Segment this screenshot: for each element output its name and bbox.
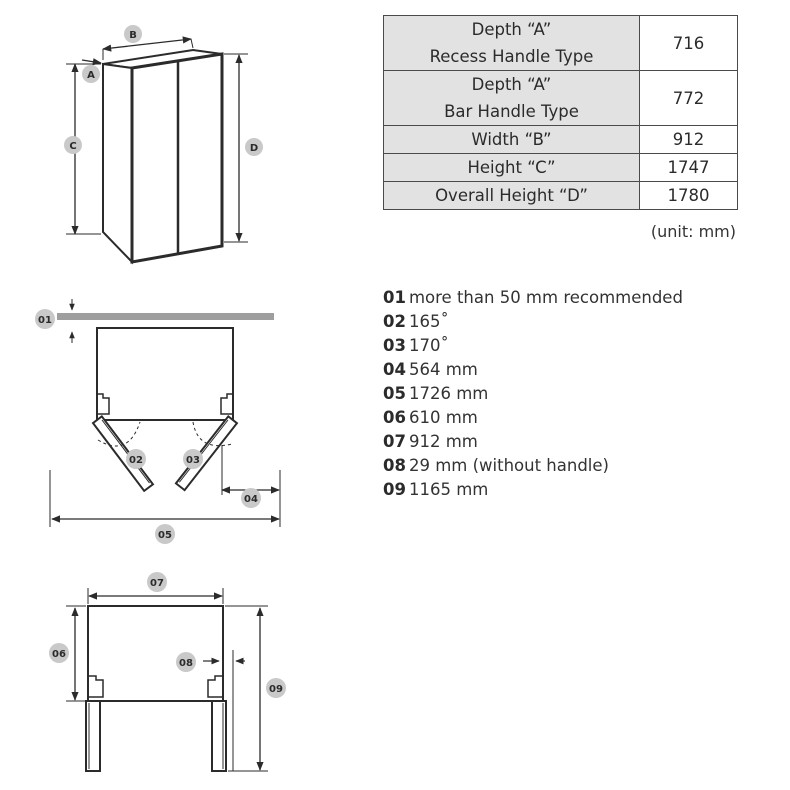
- legend-text: 29 mm (without handle): [408, 456, 609, 475]
- svg-text:06: 06: [52, 649, 66, 660]
- cabinet-bottom: [88, 606, 223, 701]
- legend-number: 04: [383, 360, 406, 379]
- legend-number: 07: [383, 432, 406, 451]
- badge-b: [124, 25, 142, 43]
- legend-text: 564 mm: [408, 360, 478, 379]
- legend-text: 1165 mm: [408, 480, 489, 499]
- table-row: [384, 182, 738, 210]
- table-row: [384, 126, 738, 154]
- fridge-side-face: [103, 64, 132, 262]
- wall: [57, 313, 274, 320]
- table-row: [384, 71, 738, 126]
- list-item: [383, 406, 683, 430]
- badge-05: [155, 524, 175, 544]
- dim-a-line: [82, 60, 101, 63]
- table-row: [384, 16, 738, 71]
- badge-c: [64, 136, 82, 154]
- spec-label: Height “C”: [384, 154, 640, 182]
- list-item: [383, 334, 683, 358]
- list-item: [383, 310, 683, 334]
- svg-text:08: 08: [179, 658, 193, 669]
- dimension-legend: [383, 286, 683, 502]
- legend-number: 05: [383, 384, 406, 403]
- spec-value: 912: [640, 126, 738, 154]
- legend-number: 09: [383, 480, 406, 499]
- dim-b-line: [103, 39, 191, 49]
- spec-label: Width “B”: [384, 126, 640, 154]
- legend-text: more than 50 mm recommended: [408, 288, 683, 307]
- list-item: [383, 358, 683, 382]
- legend-text: 912 mm: [408, 432, 478, 451]
- legend-text: 1726 mm: [408, 384, 489, 403]
- dimension-spec-table: [383, 15, 738, 210]
- svg-text:C: C: [69, 141, 77, 152]
- top-view-doors-90: [66, 588, 268, 771]
- svg-text:B: B: [129, 30, 137, 41]
- cabinet-top: [97, 328, 233, 420]
- list-item: [383, 382, 683, 406]
- legend-text: 170˚: [408, 336, 449, 355]
- badge-02: [126, 449, 146, 469]
- spec-value: 772: [640, 71, 738, 126]
- svg-text:09: 09: [269, 684, 283, 695]
- legend-text: 165˚: [408, 312, 449, 331]
- list-item: [383, 478, 683, 502]
- list-item: [383, 430, 683, 454]
- svg-text:01: 01: [38, 315, 52, 326]
- legend-number: 02: [383, 312, 406, 331]
- badge-01: [35, 309, 55, 329]
- svg-text:02: 02: [129, 455, 143, 466]
- legend-number: 01: [383, 288, 406, 307]
- badge-06: [49, 643, 69, 663]
- list-item: [383, 454, 683, 478]
- svg-text:A: A: [87, 70, 95, 81]
- svg-text:03: 03: [186, 455, 200, 466]
- legend-number: 03: [383, 336, 406, 355]
- badge-d: [245, 138, 263, 156]
- spec-value: 1747: [640, 154, 738, 182]
- svg-text:05: 05: [158, 530, 172, 541]
- svg-text:04: 04: [244, 494, 258, 505]
- spec-label: Depth “A” Bar Handle Type: [384, 71, 640, 126]
- legend-text: 610 mm: [408, 408, 478, 427]
- list-item: [383, 286, 683, 310]
- spec-value: 716: [640, 16, 738, 71]
- legend-number: 08: [383, 456, 406, 475]
- badge-08: [176, 652, 196, 672]
- spec-label: Overall Height “D”: [384, 182, 640, 210]
- unit-note: (unit: mm): [650, 222, 736, 241]
- spec-value: 1780: [640, 182, 738, 210]
- badge-04: [241, 488, 261, 508]
- svg-text:07: 07: [150, 578, 164, 589]
- badge-07: [147, 572, 167, 592]
- legend-number: 06: [383, 408, 406, 427]
- table-row: [384, 154, 738, 182]
- badge-09: [266, 678, 286, 698]
- svg-text:D: D: [249, 143, 259, 154]
- badge-03: [183, 449, 203, 469]
- badge-a: [82, 65, 100, 83]
- spec-label: Depth “A” Recess Handle Type: [384, 16, 640, 71]
